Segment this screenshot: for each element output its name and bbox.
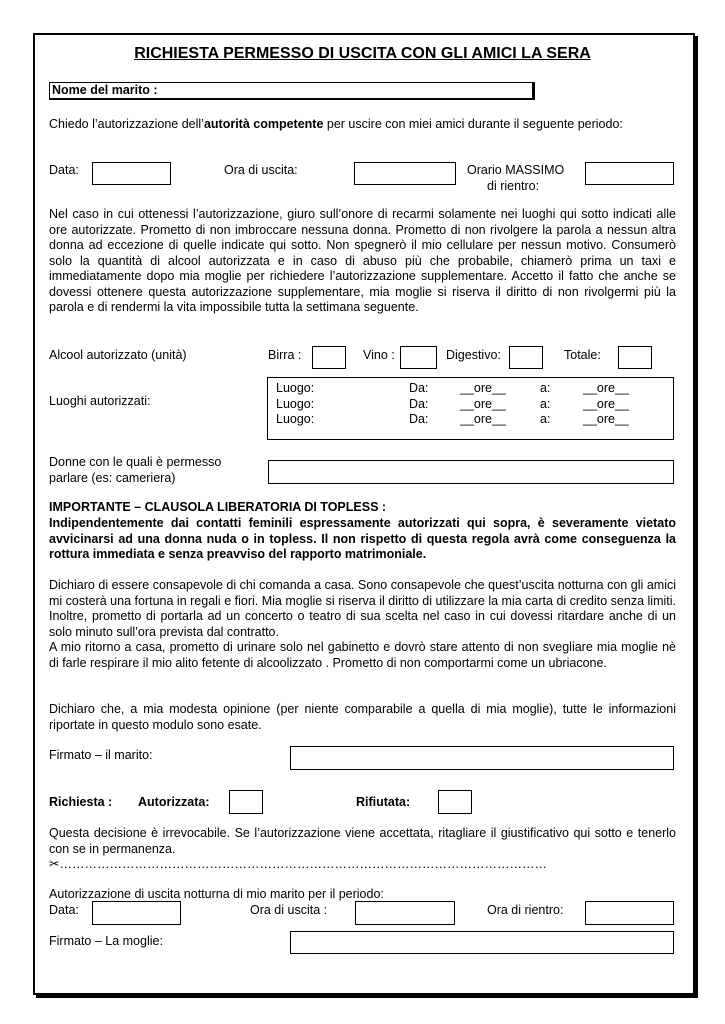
husband-signature-label: Firmato – il marito: (49, 748, 153, 762)
husband-signature-field[interactable] (290, 746, 674, 770)
alcohol-label: Alcool autorizzato (unità) (49, 348, 187, 362)
from-label: Da: (409, 396, 429, 411)
wife-signature-label: Firmato – La moglie: (49, 934, 163, 948)
to-label: a: (540, 412, 551, 426)
beer-label: Birra : (268, 348, 302, 362)
to-label: a: (540, 381, 551, 395)
max-return-label-2: di rientro: (487, 179, 540, 193)
stub-return-time-label: Ora di rientro: (487, 903, 564, 917)
from-time: __ore__ (460, 396, 506, 411)
date-field[interactable] (92, 162, 171, 185)
husband-name-label: Nome del marito : (52, 83, 158, 97)
opinion-paragraph: Dichiaro che, a mia modesta opinione (per niente comparabile a quella di mia moglie), tutte le informazioni riportate in questo modulo sono esate. (49, 702, 676, 732)
authorized-label: Autorizzata: (138, 795, 210, 809)
women-label-1: Donne con le quali è permesso (49, 455, 222, 469)
return-paragraph: A mio ritorno a casa, prometto di urinare solo nel gabinetto e dovrò stare attento di non svegliare mia moglie nè di farle respirare il mio alito fetente di alcoolizzato . Prometto di non comportarmi come un ubriacone. (49, 640, 676, 670)
request-prefix: Chiedo l’autorizzazione dell’ (49, 117, 204, 131)
stub-exit-time-label: Ora di uscita : (250, 903, 328, 917)
declaration-paragraph: Dichiaro di essere consapevole di chi comanda a casa. Sono consapevole che quest’uscita notturna con gli amici mi costerà una fortuna in regali e fiori. Mia moglie si riserva il diritto di utilizzare la mia carta di credito senza limiti. Inoltre, prometto di portarla ad un concerto o teatro di sua scelta nel caso in cui dovessi ritardare anche di un solo minuto sull’ora prevista dal contratto. (49, 578, 676, 639)
refused-label: Rifiutata: (356, 795, 411, 809)
stub-exit-time-field[interactable] (355, 901, 455, 925)
wine-field[interactable] (400, 346, 437, 369)
request-line (49, 117, 623, 133)
place-label: Luogo: (276, 396, 315, 411)
stub-date-label: Data: (49, 903, 79, 917)
total-field[interactable] (618, 346, 652, 369)
exit-time-field[interactable] (354, 162, 456, 185)
from-label: Da: (409, 381, 429, 395)
place-label: Luogo: (276, 412, 315, 426)
stub-heading: Autorizzazione di uscita notturna di mio marito per il periodo: (49, 887, 384, 901)
max-return-field[interactable] (585, 162, 674, 185)
total-label: Totale: (564, 348, 601, 362)
wife-signature-field[interactable] (290, 931, 674, 954)
digestive-field[interactable] (509, 346, 543, 369)
women-field[interactable] (268, 460, 674, 484)
place-label: Luogo: (276, 381, 315, 395)
request-authority: autorità competente (203, 117, 324, 131)
stub-date-field[interactable] (92, 901, 181, 925)
beer-field[interactable] (312, 346, 346, 369)
from-label: Da: (409, 412, 429, 426)
digestive-label: Digestivo: (446, 348, 501, 362)
stub-return-time-field[interactable] (585, 901, 674, 925)
refused-checkbox[interactable] (438, 790, 472, 814)
to-label: a: (540, 396, 551, 411)
places-label: Luoghi autorizzati: (49, 394, 151, 408)
to-time: __ore__ (583, 381, 629, 395)
oath-paragraph: Nel caso in cui ottenessi l’autorizzazione, giuro sull’onore di recarmi solamente nei luoghi qui sotto indicati alle ore autorizzate. Prometto di non imbroccare nessuna donna. Prometto di non rivolgere la parola a nessun altra donna ad eccezione di quelle indicate qui sotto. Non spegnerò il mio cellulare per nessun motivo. Consumerò solo la quantità di alcool autorizzata e in caso di abuso più che probabile, chiamerò prima un taxi e immediatamente dopo mia moglie per richiedere l’autorizzazione supplementare. Accetto il fatto che anche se dovessi ottenere questa autorizzazione supplementare, mia moglie si riserva il diritto di non rivolgermi più la parola e di rendermi la vita impossibile tutta la settimana seguente. (49, 207, 676, 314)
cut-line: ✂……………………………………………………………………………………………………… (49, 857, 547, 871)
to-time: __ore__ (583, 412, 629, 426)
from-time: __ore__ (460, 381, 506, 395)
to-time: __ore__ (583, 396, 629, 411)
request-suffix: per uscire con miei amici durante il seguente periodo: (323, 117, 623, 131)
irrevocable-paragraph: Questa decisione è irrevocabile. Se l’autorizzazione viene accettata, ritagliare il giustificativo qui sotto e tenerlo con se in permanenza. (49, 826, 676, 856)
request-label: Richiesta : (49, 795, 113, 809)
max-return-label-1: Orario MASSIMO (467, 163, 565, 177)
exit-time-label: Ora di uscita: (224, 163, 298, 177)
from-time: __ore__ (460, 412, 506, 426)
authorized-checkbox[interactable] (229, 790, 263, 814)
husband-name-field[interactable] (49, 82, 535, 100)
clause-heading: IMPORTANTE – CLAUSOLA LIBERATORIA DI TOPLESS : (49, 500, 387, 514)
clause-text: Indipendentemente dai contatti feminili espressamente autorizzati qui sopra, è severamente vietato avvicinarsi ad una donna nuda o in topless. Il non rispetto di questa regola avrà come conseguenza la rottura immediata e senza preavviso del rapporto matrimoniale. (49, 516, 676, 561)
women-label-2: parlare (es: cameriera) (49, 471, 176, 485)
wine-label: Vino : (363, 348, 395, 362)
date-label: Data: (49, 163, 79, 177)
page-title: RICHIESTA PERMESSO DI USCITA CON GLI AMICI LA SERA (134, 45, 591, 62)
